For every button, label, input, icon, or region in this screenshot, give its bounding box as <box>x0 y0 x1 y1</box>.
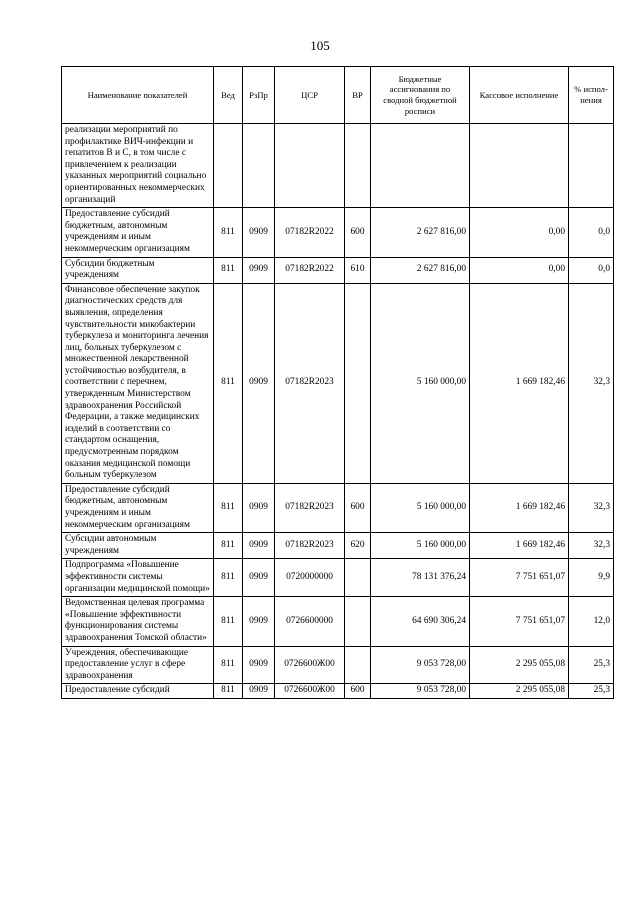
page-number: 105 <box>310 38 330 53</box>
row-vr: 600 <box>345 483 371 532</box>
col-header-csr: ЦСР <box>275 67 345 124</box>
row-cash: 1 669 182,46 <box>470 283 569 483</box>
row-cash: 0,00 <box>470 208 569 257</box>
row-rzpr: 0909 <box>243 483 275 532</box>
row-name: Предоставление субсидий бюджетным, автономным учреждениям и иным некоммерческим организациям <box>62 483 214 532</box>
table-row <box>62 646 614 684</box>
row-vr: 610 <box>345 257 371 283</box>
row-name: реализации мероприятий по профилактике ВИЧ-инфекции и гепатитов B и C, в том числе с привлечением к реализации указанных мероприятий социально ориентированных некоммерческих организаций <box>62 124 214 208</box>
row-csr: 07182R2022 <box>275 257 345 283</box>
row-cash: 2 295 055,08 <box>470 646 569 684</box>
row-budget: 78 131 376,24 <box>371 559 470 597</box>
row-percent: 25,3 <box>569 684 614 699</box>
row-percent: 32,3 <box>569 533 614 559</box>
table-row <box>62 124 614 208</box>
row-rzpr <box>243 124 275 208</box>
row-percent: 0,0 <box>569 257 614 283</box>
row-percent: 32,3 <box>569 483 614 532</box>
row-percent: 0,0 <box>569 208 614 257</box>
budget-table <box>61 66 614 699</box>
row-budget: 5 160 000,00 <box>371 483 470 532</box>
row-csr <box>275 124 345 208</box>
row-rzpr: 0909 <box>243 559 275 597</box>
row-rzpr: 0909 <box>243 646 275 684</box>
row-cash: 1 669 182,46 <box>470 483 569 532</box>
table-row <box>62 597 614 646</box>
row-name: Ведомственная целевая программа «Повышение эффективности функционирования системы здравоохранения Томской области» <box>62 597 214 646</box>
row-name: Учреждения, обеспечивающие предоставление услуг в сфере здравоохранения <box>62 646 214 684</box>
row-ved: 811 <box>214 559 243 597</box>
row-ved: 811 <box>214 283 243 483</box>
row-budget: 2 627 816,00 <box>371 208 470 257</box>
row-rzpr: 0909 <box>243 684 275 699</box>
row-csr: 0720000000 <box>275 559 345 597</box>
row-cash: 1 669 182,46 <box>470 533 569 559</box>
row-cash: 0,00 <box>470 257 569 283</box>
table-row <box>62 257 614 283</box>
row-name: Субсидии автономным учреждениям <box>62 533 214 559</box>
col-header-vr: ВР <box>345 67 371 124</box>
row-csr: 07182R2022 <box>275 208 345 257</box>
row-percent: 32,3 <box>569 283 614 483</box>
row-csr: 0726600Ж00 <box>275 684 345 699</box>
row-rzpr: 0909 <box>243 208 275 257</box>
row-csr: 0726600Ж00 <box>275 646 345 684</box>
row-vr: 620 <box>345 533 371 559</box>
row-vr <box>345 124 371 208</box>
col-header-cash: Кассовое исполнение <box>470 67 569 124</box>
row-rzpr: 0909 <box>243 283 275 483</box>
row-vr <box>345 559 371 597</box>
row-csr: 07182R2023 <box>275 533 345 559</box>
table-row <box>62 483 614 532</box>
row-ved <box>214 124 243 208</box>
row-vr <box>345 283 371 483</box>
row-percent: 12,0 <box>569 597 614 646</box>
table-row <box>62 559 614 597</box>
row-name: Подпрограмма «Повышение эффективности системы организации медицинской помощи» <box>62 559 214 597</box>
col-header-name: Наименование показателей <box>62 67 214 124</box>
row-rzpr: 0909 <box>243 533 275 559</box>
row-csr: 07182R2023 <box>275 483 345 532</box>
row-ved: 811 <box>214 483 243 532</box>
row-budget: 9 053 728,00 <box>371 646 470 684</box>
row-budget: 64 690 306,24 <box>371 597 470 646</box>
row-budget: 5 160 000,00 <box>371 533 470 559</box>
row-rzpr: 0909 <box>243 257 275 283</box>
row-cash <box>470 124 569 208</box>
row-vr: 600 <box>345 208 371 257</box>
col-header-percent: % испол-нения <box>569 67 614 124</box>
row-percent: 9,9 <box>569 559 614 597</box>
row-budget <box>371 124 470 208</box>
row-name: Предоставление субсидий бюджетным, автономным учреждениям и иным некоммерческим организациям <box>62 208 214 257</box>
col-header-ved: Вед <box>214 67 243 124</box>
table-header-row <box>62 67 614 124</box>
table-row <box>62 533 614 559</box>
col-header-budget: Бюджетные ассигнования по сводной бюджетной росписи <box>371 67 470 124</box>
row-csr: 07182R2023 <box>275 283 345 483</box>
row-percent <box>569 124 614 208</box>
row-ved: 811 <box>214 684 243 699</box>
row-percent: 25,3 <box>569 646 614 684</box>
row-cash: 7 751 651,07 <box>470 559 569 597</box>
row-budget: 5 160 000,00 <box>371 283 470 483</box>
row-csr: 0726600000 <box>275 597 345 646</box>
col-header-rzpr: РзПр <box>243 67 275 124</box>
table-row <box>62 283 614 483</box>
row-ved: 811 <box>214 646 243 684</box>
row-ved: 811 <box>214 208 243 257</box>
row-name: Субсидии бюджетным учреждениям <box>62 257 214 283</box>
table-row <box>62 684 614 699</box>
row-cash: 2 295 055,08 <box>470 684 569 699</box>
row-ved: 811 <box>214 597 243 646</box>
row-cash: 7 751 651,07 <box>470 597 569 646</box>
row-budget: 2 627 816,00 <box>371 257 470 283</box>
row-vr <box>345 646 371 684</box>
row-ved: 811 <box>214 533 243 559</box>
row-name: Предоставление субсидий <box>62 684 214 699</box>
row-ved: 811 <box>214 257 243 283</box>
row-vr: 600 <box>345 684 371 699</box>
row-vr <box>345 597 371 646</box>
row-name: Финансовое обеспечение закупок диагностических средств для выявления, определения чувствительности микобактерии туберкулеза и мониторинга лечения лиц, больных туберкулезом с множественной лекарственной устойчивостью возбудителя, в соответствии с перечнем, утвержденным Министерством здравоохранения Российской Федерации, а также медицинских изделий в соответствии со стандартом оснащения, предусмотренным порядком оказания медицинской помощи больным туберкулезом <box>62 283 214 483</box>
table-row <box>62 208 614 257</box>
row-budget: 9 053 728,00 <box>371 684 470 699</box>
row-rzpr: 0909 <box>243 597 275 646</box>
